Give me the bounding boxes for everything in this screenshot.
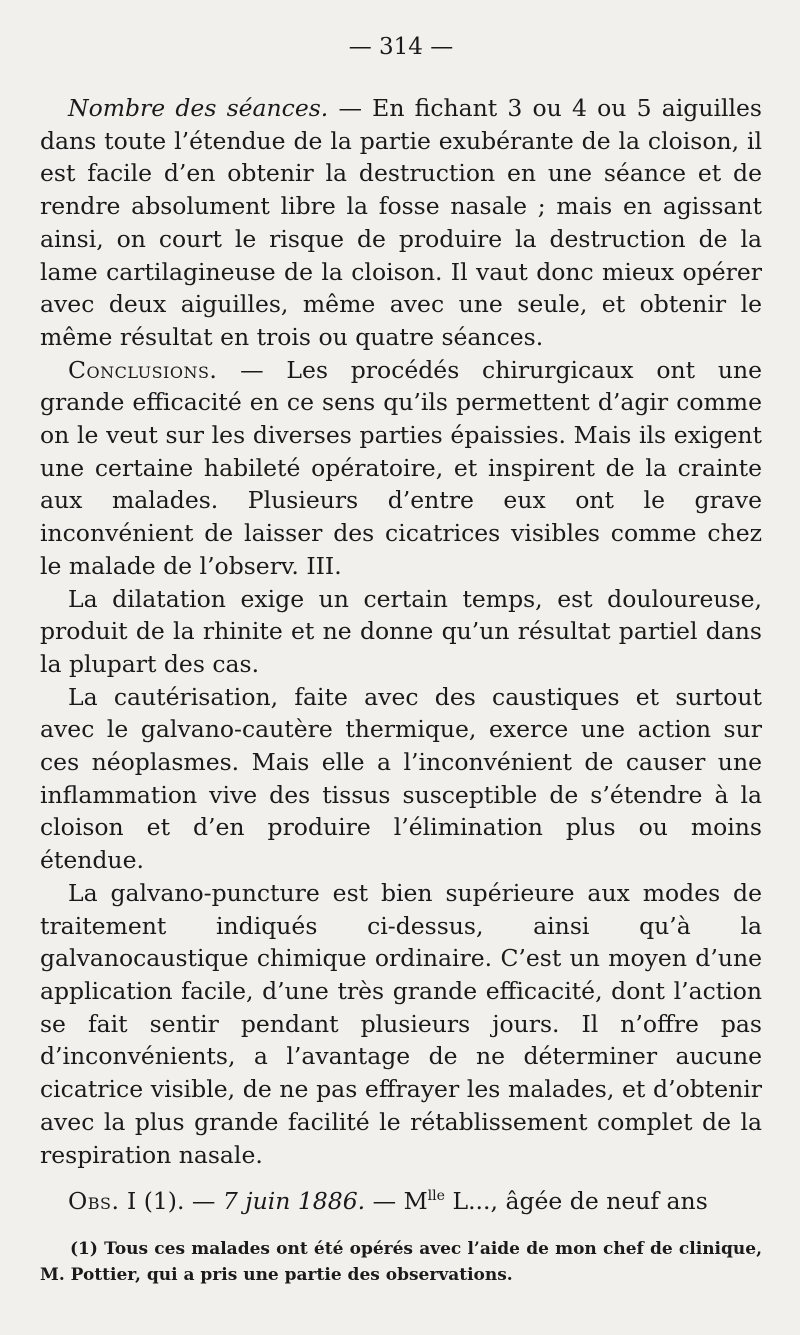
paragraph-cauterisation: La cautérisation, faite avec des caustiques et surtout avec le galvano-cautère thermique, exerce une action sur ces néoplasmes. Mais elle a l’inconvénient de causer une inflammation vive des tissus susceptible de s’étendre à la cloison et d’en produire l’élimination plus ou moins étendue. — [40, 682, 762, 875]
paragraph-heading: Nombre des séances. — [68, 94, 329, 122]
footnote: (1) Tous ces malades ont été opérés avec l’aide de mon chef de clinique, M. Pottier, qui a pris une partie des observations. — [40, 1238, 762, 1285]
paragraph-galvano-puncture: La galvano-puncture est bien supérieure aux modes de traitement indiqués ci-dessus, ainsi qu’à la galvanocaustique chimique ordinaire. C’est un moyen d’une application facile, d’une très grande efficacité, dont l’action se fait sentir pendant plusieurs jours. Il n’offre pas d’inconvénients, a l’avantage de ne déterminer aucune cicatrice visible, de ne pas effrayer les malades, et d’obtenir avec la plus grande facilité le rétablissement complet de la respiration nasale. — [40, 878, 762, 1169]
body-text — [40, 92, 762, 1218]
observation-label: Obs. — [68, 1187, 120, 1216]
observation-sup: lle — [427, 1188, 446, 1205]
observation-date: 7 juin 1886. — [222, 1187, 366, 1216]
page-number: — 314 — — [348, 34, 454, 60]
observation-pre: — M — [365, 1187, 428, 1216]
observation-rest: L..., âgée de neuf ans — [445, 1187, 708, 1216]
paragraph-text: — Les procédés chirurgicaux ont une grande efficacité en ce sens qu’ils permettent d’agir comme on le veut sur les diverses parties épaissies. Mais ils exigent une certaine habileté opératoire, et inspirent de la crainte aux malades. Plusieurs d’entre eux ont le grave inconvénient de laisser des cicatrices visibles comme chez le malade de l’observ. III. — [40, 355, 762, 580]
observation-number: I (1). — — [119, 1187, 223, 1216]
paragraph-heading: Conclusions. — [68, 355, 218, 384]
observation-line — [40, 1185, 762, 1218]
paragraph-nombre-des-seances — [40, 92, 762, 354]
paragraph-conclusions — [40, 354, 762, 583]
paragraph-text: — En fichant 3 ou 4 ou 5 aiguilles dans toute l’étendue de la partie exubérante de la cloison, il est facile d’en obtenir la destruction en une séance et de rendre absolument libre la fosse nasale ; mais en agissant ainsi, on court le risque de produire la destruction de la lame cartilagineuse de la cloison. Il vaut donc mieux opérer avec deux aiguilles, même avec une seule, et obtenir le même résultat en trois ou quatre séances. — [40, 94, 762, 351]
paragraph-dilatation: La dilatation exige un certain temps, est douloureuse, produit de la rhinite et ne donne qu’un résultat partiel dans la plupart des cas. — [40, 584, 762, 678]
